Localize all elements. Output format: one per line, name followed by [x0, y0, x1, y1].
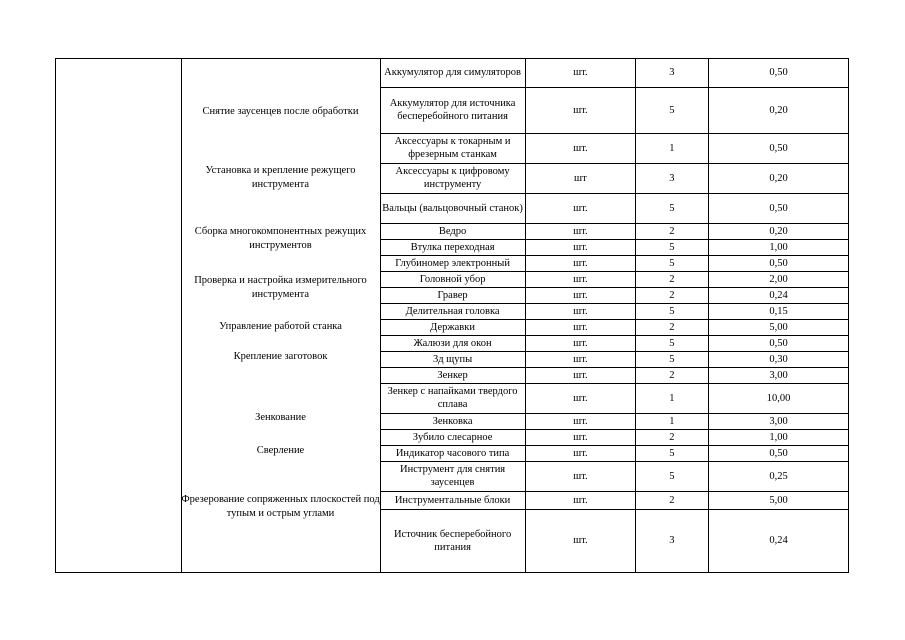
item-qty: 2: [635, 491, 709, 509]
item-name: Зенковка: [380, 413, 526, 429]
item-name: Инструментальные блоки: [380, 491, 526, 509]
item-price: 1,00: [709, 239, 848, 255]
item-qty: 3: [635, 59, 709, 87]
item-price: 0,25: [709, 461, 848, 491]
item-name: Державки: [380, 319, 526, 335]
item-unit: шт.: [526, 413, 635, 429]
item-price: 0,15: [709, 303, 848, 319]
item-unit: шт.: [526, 429, 635, 445]
item-price: 0,50: [709, 255, 848, 271]
operation-item: Фрезерование сопряженных плоскостей под тупым и острым углами: [181, 494, 380, 519]
item-name: Зенкер: [380, 367, 526, 383]
item-name: Втулка переходная: [380, 239, 526, 255]
item-name: 3д щупы: [380, 351, 526, 367]
table-row: [380, 59, 848, 87]
item-unit: шт.: [526, 303, 635, 319]
item-price: 0,30: [709, 351, 848, 367]
item-qty: 2: [635, 367, 709, 383]
table-row: [380, 87, 848, 133]
item-unit: шт.: [526, 351, 635, 367]
item-price: 0,20: [709, 163, 848, 193]
item-qty: 2: [635, 223, 709, 239]
item-price: 5,00: [709, 491, 848, 509]
item-name: Источник бесперебойного питания: [393, 528, 512, 553]
table-row: [380, 287, 848, 303]
item-name: Головной убор: [380, 271, 526, 287]
item-qty: 5: [635, 335, 709, 351]
table-row: [380, 223, 848, 239]
item-qty: 2: [635, 319, 709, 335]
table-row: [380, 491, 848, 509]
table-row: [380, 255, 848, 271]
item-qty: 1: [635, 383, 709, 413]
item-name: Инструмент для снятия заусенцев: [380, 461, 526, 491]
item-qty: 5: [635, 87, 709, 133]
item-price: 2,00: [709, 271, 848, 287]
table-row: [380, 163, 848, 193]
table-row: [380, 319, 848, 335]
item-unit: шт.: [526, 255, 635, 271]
item-price: 0,20: [709, 223, 848, 239]
item-price: 3,00: [709, 413, 848, 429]
item-qty: 3: [635, 509, 709, 572]
item-price: 3,00: [709, 367, 848, 383]
table-row: [380, 509, 848, 572]
item-qty: 2: [635, 429, 709, 445]
item-price: 0,50: [709, 335, 848, 351]
item-qty: 5: [635, 351, 709, 367]
item-unit: шт.: [526, 287, 635, 303]
item-qty: 5: [635, 193, 709, 223]
table-row: [380, 133, 848, 163]
item-qty: 2: [635, 287, 709, 303]
item-name: Делительная головка: [380, 303, 526, 319]
table-row: [380, 271, 848, 287]
operations-column: [181, 59, 380, 572]
item-qty: 2: [635, 271, 709, 287]
operation-item: Крепление заготовок: [233, 351, 328, 362]
items-grid: [380, 59, 848, 572]
operation-item: Сверление: [256, 445, 305, 456]
table-row: [380, 303, 848, 319]
item-name: Индикатор часового типа: [380, 445, 526, 461]
item-name: Аккумулятор для симуляторов: [380, 59, 526, 87]
item-name: Аксессуары к цифровому инструменту: [380, 163, 526, 193]
item-unit: шт.: [526, 59, 635, 87]
item-name: Вальцы (вальцовочный станок): [380, 193, 526, 223]
operation-item: Снятие заусенцев после обработки: [202, 106, 359, 117]
item-unit: шт.: [526, 509, 635, 572]
operation-item: Сборка многокомпонентных режущих инструментов: [194, 226, 367, 251]
equipment-table: [55, 58, 849, 573]
item-name: Глубиномер электронный: [380, 255, 526, 271]
table-row: [380, 193, 848, 223]
item-unit: шт.: [526, 383, 635, 413]
item-unit: шт.: [526, 461, 635, 491]
item-name: Аккумулятор для источника бесперебойного питания: [380, 87, 526, 133]
item-price: 0,20: [709, 87, 848, 133]
item-unit: шт.: [526, 445, 635, 461]
item-unit: шт: [526, 163, 635, 193]
table-row: [380, 413, 848, 429]
table-row: [380, 367, 848, 383]
item-unit: шт.: [526, 239, 635, 255]
table-row: [380, 239, 848, 255]
item-price: 0,50: [709, 133, 848, 163]
item-unit: шт.: [526, 133, 635, 163]
item-qty: 5: [635, 239, 709, 255]
item-price: 0,50: [709, 59, 848, 87]
item-name: Зенкер с напайками твердого сплава: [380, 383, 526, 413]
item-name: Аксессуары к токарным и фрезерным станкам: [380, 133, 526, 163]
item-price: 0,24: [709, 509, 848, 572]
item-price: 0,50: [709, 193, 848, 223]
item-qty: 1: [635, 133, 709, 163]
item-name: Зубило слесарное: [380, 429, 526, 445]
item-price: 1,00: [709, 429, 848, 445]
item-unit: шт.: [526, 193, 635, 223]
item-price: 0,24: [709, 287, 848, 303]
item-name: Жалюзи для окон: [380, 335, 526, 351]
item-price: 10,00: [709, 383, 848, 413]
item-qty: 1: [635, 413, 709, 429]
operation-item: Управление работой станка: [219, 321, 342, 332]
item-price: 0,50: [709, 445, 848, 461]
item-qty: 3: [635, 163, 709, 193]
operation-item: Зенкование: [255, 412, 306, 423]
item-unit: шт.: [526, 223, 635, 239]
table-row: [380, 351, 848, 367]
item-qty: 5: [635, 445, 709, 461]
operation-item: Установка и крепление режущего инструмента: [205, 165, 356, 190]
item-unit: шт.: [526, 87, 635, 133]
table-row: [380, 429, 848, 445]
item-unit: шт.: [526, 319, 635, 335]
operation-item: Проверка и настройка измерительного инструмента: [194, 275, 367, 300]
table-row: [380, 445, 848, 461]
item-qty: 5: [635, 255, 709, 271]
item-price: 5,00: [709, 319, 848, 335]
item-unit: шт.: [526, 491, 635, 509]
table-row: [380, 335, 848, 351]
item-name: Ведро: [380, 223, 526, 239]
item-unit: шт.: [526, 367, 635, 383]
item-name: Гравер: [380, 287, 526, 303]
table-row: [380, 461, 848, 491]
item-unit: шт.: [526, 335, 635, 351]
item-unit: шт.: [526, 271, 635, 287]
table-row: [380, 383, 848, 413]
item-qty: 5: [635, 303, 709, 319]
item-qty: 5: [635, 461, 709, 491]
